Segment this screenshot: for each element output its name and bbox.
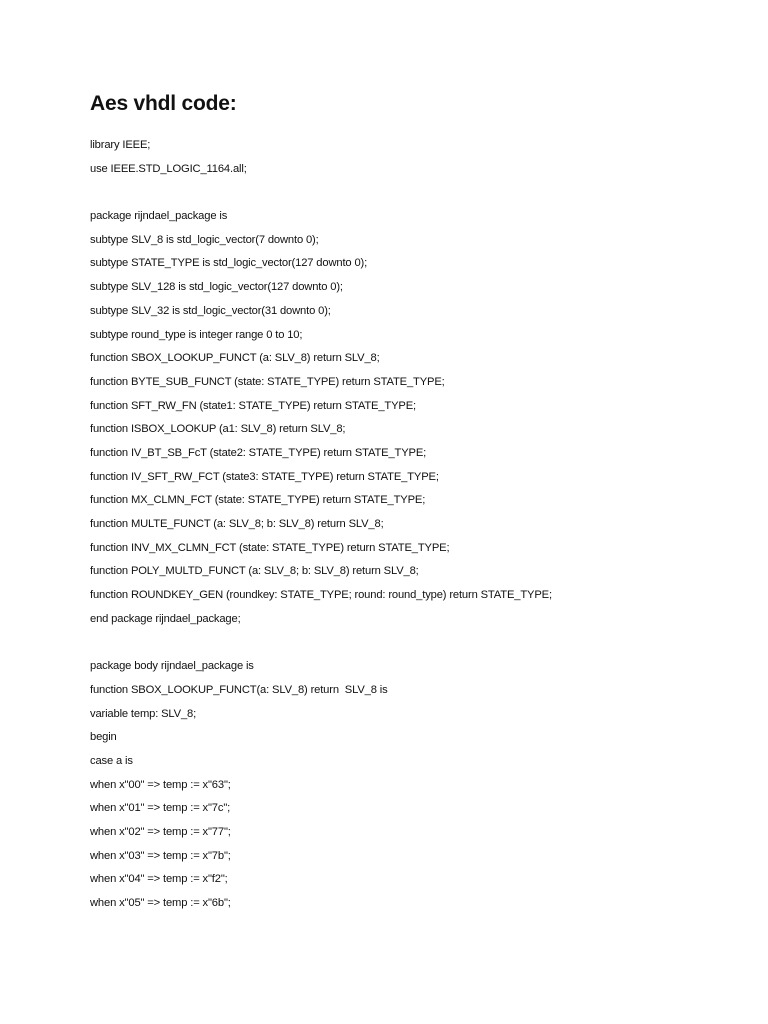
code-line: subtype round_type is integer range 0 to 10;: [90, 328, 303, 341]
code-line: function IV_SFT_RW_FCT (state3: STATE_TYPE) return STATE_TYPE;: [90, 470, 439, 483]
blank-line: [90, 631, 730, 655]
code-line: subtype SLV_128 is std_logic_vector(127 downto 0);: [90, 281, 343, 294]
code-line: function MX_CLMN_FCT (state: STATE_TYPE) return STATE_TYPE;: [90, 494, 426, 507]
code-line: function ROUNDKEY_GEN (roundkey: STATE_TYPE; round: round_type) return STATE_TYPE;: [90, 589, 552, 602]
code-line: when x"04" => temp := x"f2";: [90, 873, 228, 886]
code-line: function ISBOX_LOOKUP (a1: SLV_8) return SLV_8;: [90, 423, 346, 436]
code-line: package rijndael_package is: [90, 210, 228, 223]
code-line: subtype STATE_TYPE is std_logic_vector(127 downto 0);: [90, 257, 368, 270]
code-line: library IEEE;: [90, 139, 151, 151]
code-line: case a is: [90, 754, 133, 767]
code-line: variable temp: SLV_8;: [90, 707, 197, 720]
code-line: function POLY_MULTD_FUNCT (a: SLV_8; b: SLV_8) return SLV_8;: [90, 565, 419, 578]
code-line: when x"00" => temp := x"63";: [90, 778, 231, 791]
code-line: function SBOX_LOOKUP_FUNCT(a: SLV_8) return SLV_8 is: [90, 683, 388, 696]
code-line: subtype SLV_8 is std_logic_vector(7 downto 0);: [90, 233, 319, 246]
code-line: function IV_BT_SB_FcT (state2: STATE_TYPE) return STATE_TYPE;: [90, 446, 427, 459]
document-title: Aes vhdl code:: [90, 92, 237, 115]
code-line: subtype SLV_32 is std_logic_vector(31 downto 0);: [90, 304, 331, 317]
code-line: function INV_MX_CLMN_FCT (state: STATE_TYPE) return STATE_TYPE;: [90, 541, 450, 554]
code-line: when x"02" => temp := x"77";: [90, 825, 231, 838]
code-line: function SBOX_LOOKUP_FUNCT (a: SLV_8) return SLV_8;: [90, 352, 380, 365]
code-line: when x"01" => temp := x"7c";: [90, 802, 231, 815]
code-line: begin: [90, 731, 117, 744]
code-line: use IEEE.STD_LOGIC_1164.all;: [90, 162, 247, 175]
code-line: function SFT_RW_FN (state1: STATE_TYPE) return STATE_TYPE;: [90, 399, 416, 412]
code-line: function BYTE_SUB_FUNCT (state: STATE_TYPE) return STATE_TYPE;: [90, 375, 445, 388]
blank-line: [90, 181, 730, 205]
code-block: [90, 134, 730, 916]
code-line: function MULTE_FUNCT (a: SLV_8; b: SLV_8) return SLV_8;: [90, 518, 384, 530]
code-line: when x"05" => temp := x"6b";: [90, 897, 231, 909]
code-line: package body rijndael_package is: [90, 660, 254, 673]
code-line: when x"03" => temp := x"7b";: [90, 849, 231, 862]
code-line: end package rijndael_package;: [90, 612, 241, 625]
